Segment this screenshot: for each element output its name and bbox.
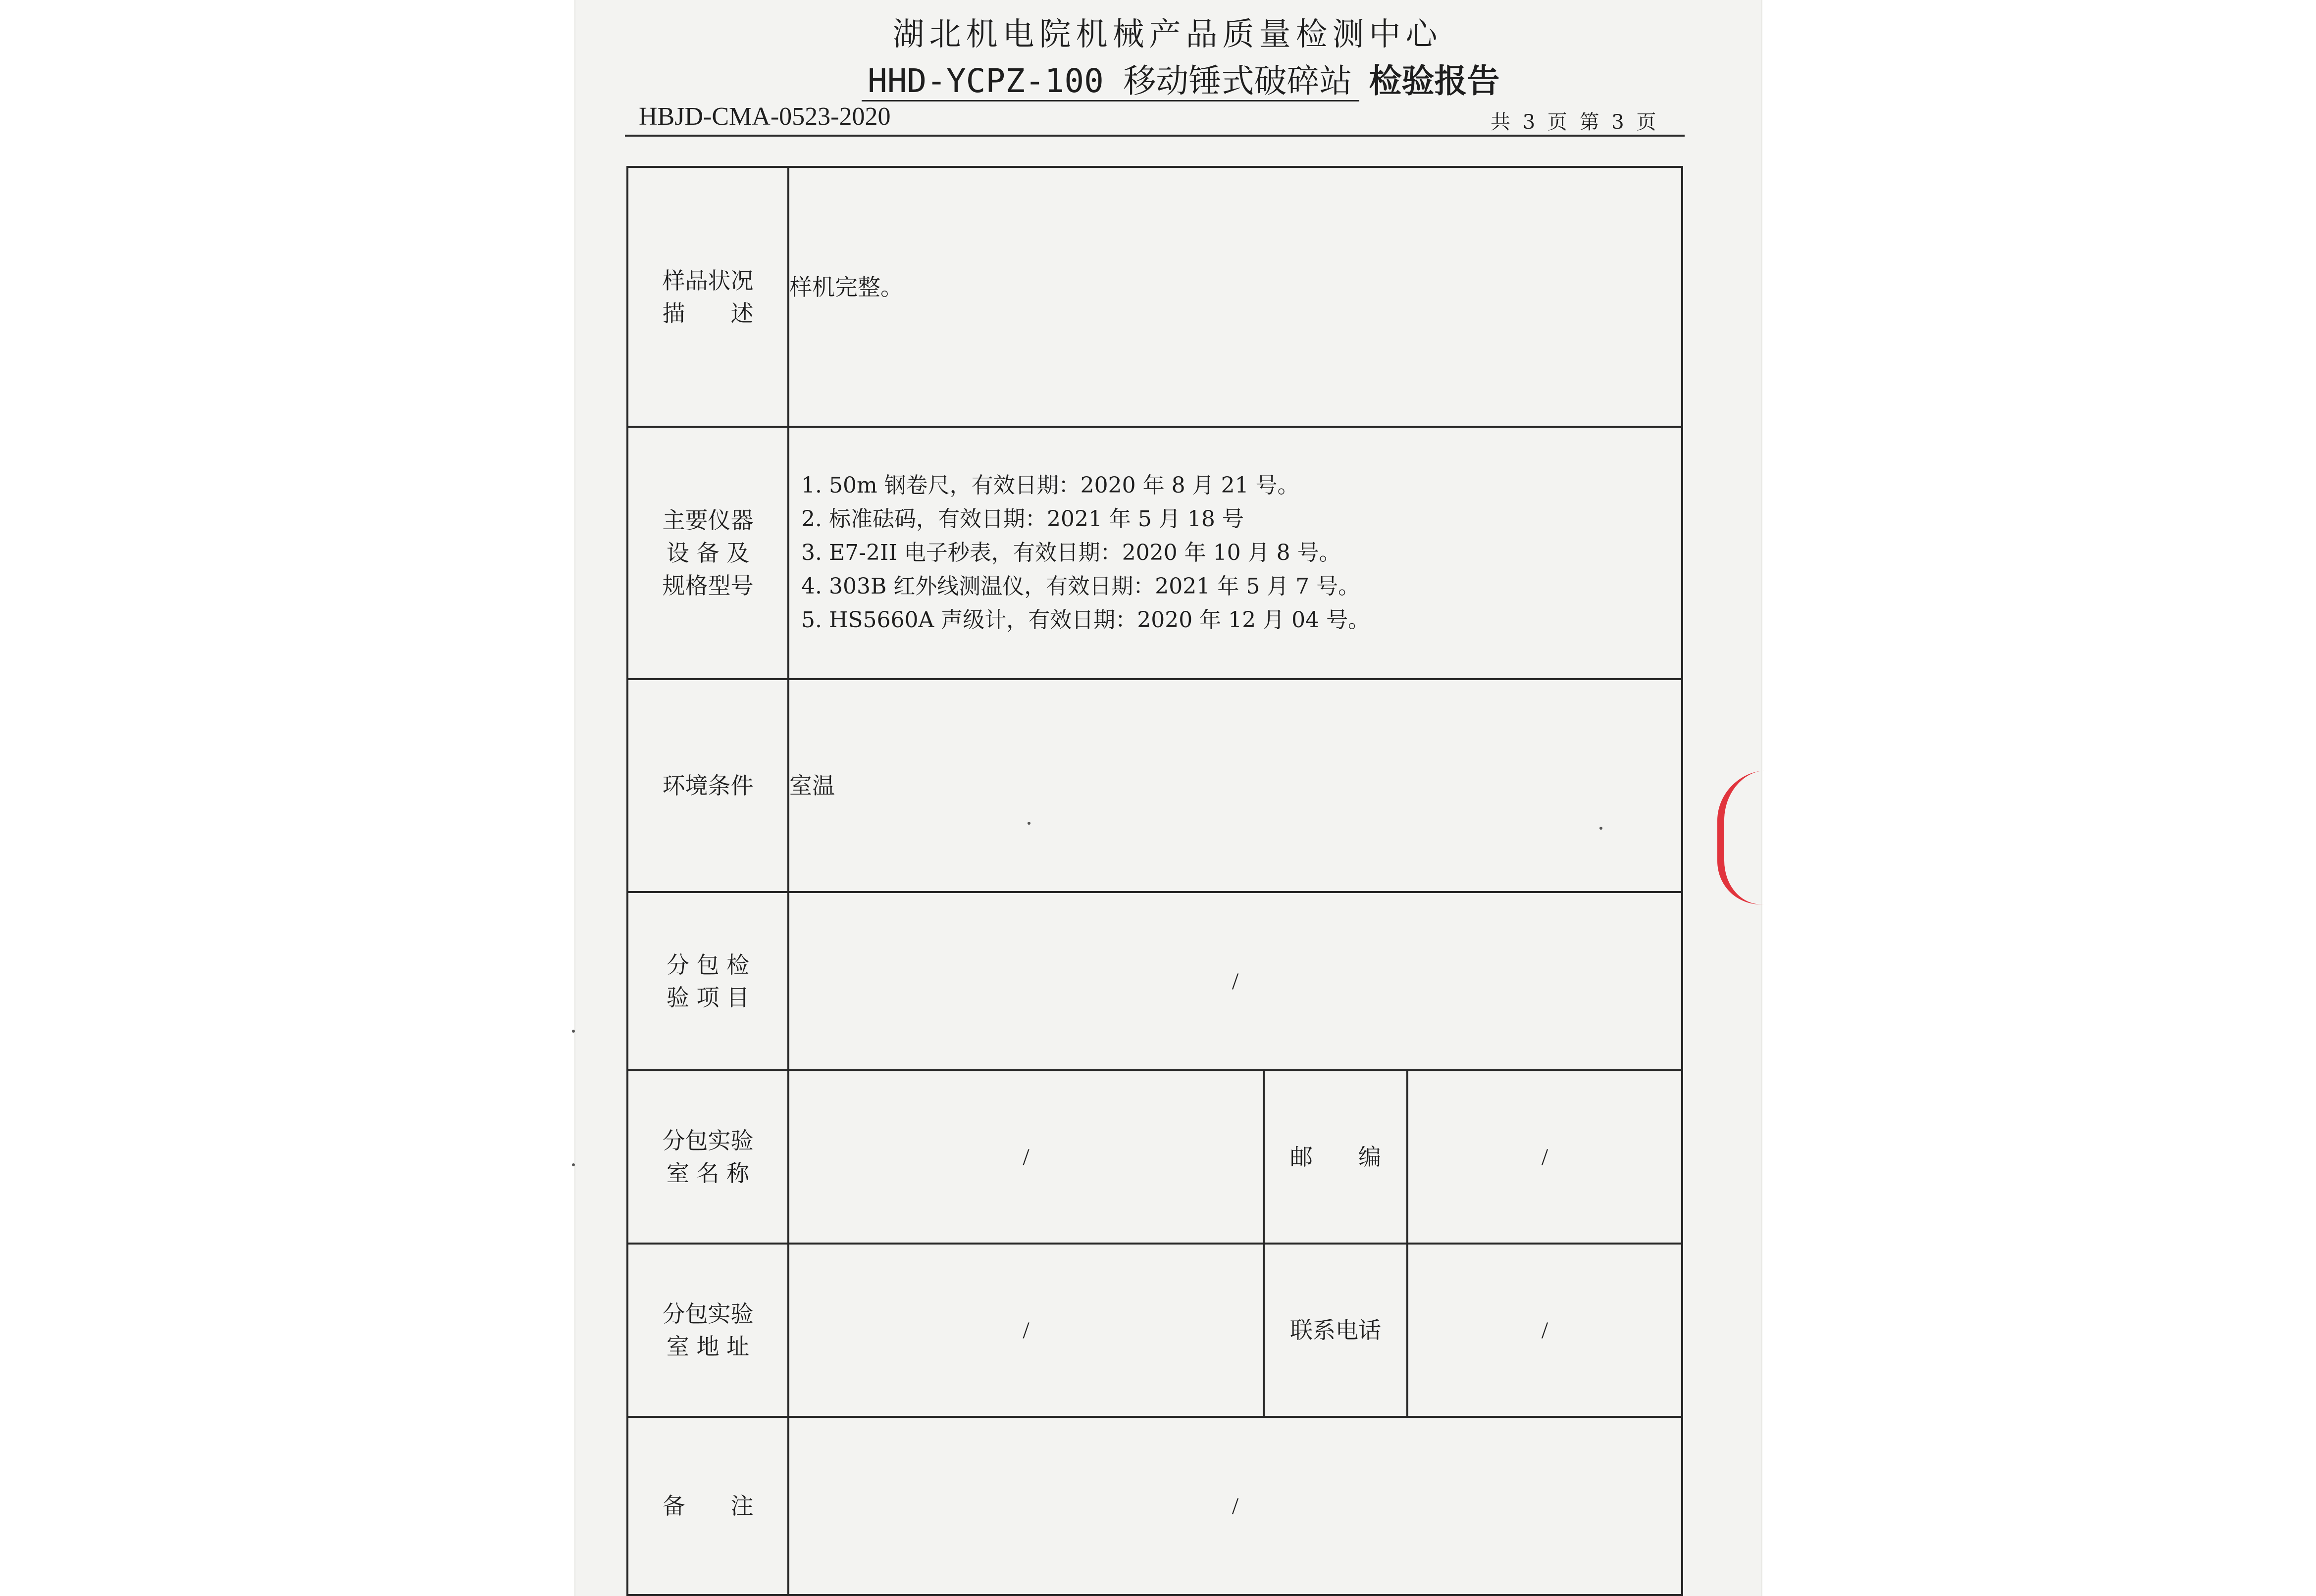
subcontract-items-label-line2: 验 项 目 — [666, 984, 750, 1011]
table-row — [627, 427, 1682, 679]
equipment-label-cell — [627, 427, 788, 679]
equipment-label-line1: 主要仪器 — [662, 507, 754, 534]
equipment-item: 4. 303B 红外线测温仪，有效日期：2021 年 5 月 7 号。 — [801, 574, 1360, 599]
phone-label: 联系电话 — [1264, 1244, 1407, 1417]
equipment-list-cell — [788, 427, 1682, 679]
equipment-item: 2. 标准砝码，有效日期：2021 年 5 月 18 号 — [801, 506, 1244, 532]
equipment-item: 3. E7-2II 电子秒表，有效日期：2020 年 10 月 8 号。 — [801, 540, 1341, 565]
subcontract-items-label-line1: 分 包 检 — [666, 951, 750, 978]
table-row — [627, 167, 1682, 427]
table-row — [627, 1417, 1682, 1595]
org-title: 湖北机电院机械产品质量检测中心 — [892, 16, 1442, 53]
equipment-label-line3: 规格型号 — [662, 572, 754, 599]
environment-value: 室温 — [788, 679, 1682, 892]
postcode-label: 邮 编 — [1264, 1070, 1407, 1244]
report-subtitle — [862, 54, 1500, 101]
environment-label: 环境条件 — [627, 679, 788, 892]
table-row — [627, 1244, 1682, 1417]
lab-name-label-line1: 分包实验 — [662, 1127, 754, 1154]
page-info: 共 3 页 第 3 页 — [1491, 111, 1659, 134]
remarks-label: 备 注 — [627, 1417, 788, 1595]
equipment-label-line2: 设 备 及 — [666, 540, 750, 566]
sample-label-cell — [627, 167, 788, 427]
equipment-item: 5. HS5660A 声级计，有效日期：2020 年 12 月 04 号。 — [801, 607, 1370, 633]
scan-speck — [1028, 822, 1030, 825]
product-model: HHD-YCPZ-100 移动锤式破碎站 — [862, 62, 1359, 101]
table-row — [627, 679, 1682, 892]
lab-address-value: / — [788, 1244, 1264, 1417]
lab-name-value: / — [788, 1070, 1264, 1244]
phone-value: / — [1407, 1244, 1682, 1417]
table-row — [627, 1070, 1682, 1244]
lab-name-label-cell — [627, 1070, 788, 1244]
subcontract-items-value: / — [788, 892, 1682, 1070]
postcode-value: / — [1407, 1070, 1682, 1244]
table-row — [627, 892, 1682, 1070]
scan-speck — [1599, 827, 1602, 830]
document-number: HBJD-CMA-0523-2020 — [639, 102, 891, 131]
sample-value: 样机完整。 — [788, 167, 1682, 427]
lab-address-label-cell — [627, 1244, 788, 1417]
report-label: 检验报告 — [1369, 62, 1500, 100]
scan-speck — [572, 1163, 575, 1166]
lab-address-label-line2: 室 地 址 — [666, 1333, 750, 1360]
equipment-item: 1. 50m 钢卷尺，有效日期：2020 年 8 月 21 号。 — [801, 473, 1299, 498]
header-rule — [625, 135, 1685, 137]
lab-name-label-line2: 室 名 称 — [666, 1160, 750, 1187]
equipment-list — [789, 469, 1681, 637]
inspection-table — [626, 166, 1683, 1596]
subcontract-items-label-cell — [627, 892, 788, 1070]
sample-label-line1: 样品状况 — [662, 267, 754, 294]
scan-speck — [572, 1030, 575, 1033]
sample-label-line2: 描 述 — [662, 299, 754, 327]
lab-address-label-line1: 分包实验 — [662, 1300, 754, 1327]
remarks-value: / — [788, 1417, 1682, 1595]
